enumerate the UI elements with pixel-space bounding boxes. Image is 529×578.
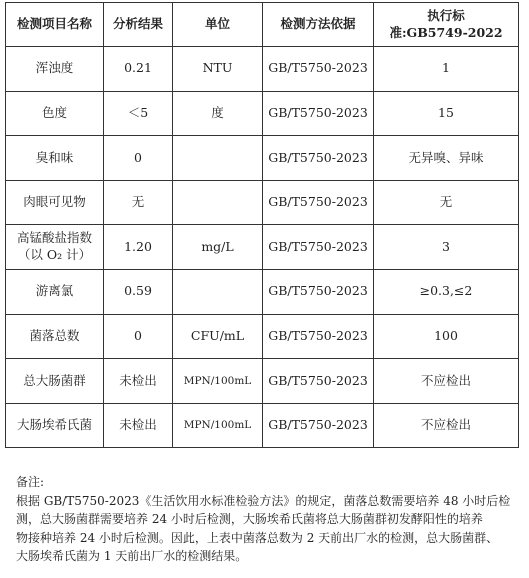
cell-result: 未检出 xyxy=(104,403,173,448)
cell-unit xyxy=(173,136,263,181)
cell-method: GB/T5750-2023 xyxy=(263,225,374,270)
header-standard-line1: 执行标 xyxy=(427,7,465,23)
cell-standard: ≥0.3,≤2 xyxy=(374,269,519,314)
cell-method: GB/T5750-2023 xyxy=(263,91,374,136)
cell-result: 0 xyxy=(104,136,173,181)
cell-item: 游离氯 xyxy=(6,269,104,314)
cell-item: 浑浊度 xyxy=(6,47,104,92)
cell-standard: 不应检出 xyxy=(374,359,519,404)
cell-standard: 1 xyxy=(374,47,519,92)
cell-result: 未检出 xyxy=(104,359,173,404)
cell-standard: 100 xyxy=(374,314,519,359)
cell-standard: 无异嗅、异味 xyxy=(374,136,519,181)
cell-item xyxy=(6,225,104,270)
cell-unit: MPN/100mL xyxy=(173,359,263,404)
cell-method: GB/T5750-2023 xyxy=(263,403,374,448)
cell-method: GB/T5750-2023 xyxy=(263,359,374,404)
cell-standard: 3 xyxy=(374,225,519,270)
cell-method: GB/T5750-2023 xyxy=(263,269,374,314)
cell-item: 总大肠菌群 xyxy=(6,359,104,404)
cell-result: 1.20 xyxy=(104,225,173,270)
table-row xyxy=(6,180,519,225)
cell-standard: 不应检出 xyxy=(374,403,519,448)
table-row xyxy=(6,403,519,448)
cell-unit: CFU/mL xyxy=(173,314,263,359)
table-row xyxy=(6,359,519,404)
cell-unit: NTU xyxy=(173,47,263,92)
header-method: 检测方法依据 xyxy=(263,3,374,47)
table-row xyxy=(6,314,519,359)
cell-method: GB/T5750-2023 xyxy=(263,314,374,359)
cell-item-line2: （以 O₂ 计） xyxy=(17,247,92,263)
cell-result: ＜5 xyxy=(104,91,173,136)
table-row xyxy=(6,225,519,270)
notes-line: 大肠埃希氏菌为 1 天前出厂水的检测结果。 xyxy=(16,549,248,563)
cell-standard: 15 xyxy=(374,91,519,136)
cell-unit: 度 xyxy=(173,91,263,136)
cell-item: 色度 xyxy=(6,91,104,136)
cell-unit: MPN/100mL xyxy=(173,403,263,448)
notes-line: 测，总大肠菌群需要培养 24 小时后检测，大肠埃希氏菌将总大肠菌群初发酵阳性的培养 xyxy=(16,512,483,526)
cell-result: 无 xyxy=(104,180,173,225)
notes-section xyxy=(16,473,521,566)
notes-line: 物接种培养 24 小时后检测。因此，上表中菌落总数为 2 天前出厂水的检测，总大肠菌群、 xyxy=(16,530,499,545)
cell-item-line1: 高锰酸盐指数 xyxy=(16,230,92,246)
cell-result: 0.59 xyxy=(104,269,173,314)
cell-item: 臭和味 xyxy=(6,136,104,181)
cell-result: 0 xyxy=(104,314,173,359)
cell-item: 菌落总数 xyxy=(6,314,104,359)
header-standard-line2: 准:GB5749-2022 xyxy=(389,24,503,40)
cell-unit: mg/L xyxy=(173,225,263,270)
table-row xyxy=(6,91,519,136)
cell-unit xyxy=(173,180,263,225)
cell-result: 0.21 xyxy=(104,47,173,92)
header-item-name: 检测项目名称 xyxy=(6,3,104,47)
cell-item: 大肠埃希氏菌 xyxy=(6,403,104,448)
water-quality-table xyxy=(5,2,519,448)
cell-item: 肉眼可见物 xyxy=(6,180,104,225)
cell-method: GB/T5750-2023 xyxy=(263,180,374,225)
cell-standard: 无 xyxy=(374,180,519,225)
header-standard xyxy=(374,3,519,47)
table-row xyxy=(6,136,519,181)
cell-method: GB/T5750-2023 xyxy=(263,47,374,92)
table-row xyxy=(6,269,519,314)
header-result: 分析结果 xyxy=(104,3,173,47)
cell-unit xyxy=(173,269,263,314)
cell-method: GB/T5750-2023 xyxy=(263,136,374,181)
notes-line: 根据 GB/T5750-2023《生活饮用水标准检验方法》的规定，菌落总数需要培养 48 小时后检 xyxy=(16,493,511,508)
table-header-row xyxy=(6,3,519,47)
notes-title: 备注: xyxy=(16,475,45,489)
header-unit: 单位 xyxy=(173,3,263,47)
table-row xyxy=(6,47,519,92)
